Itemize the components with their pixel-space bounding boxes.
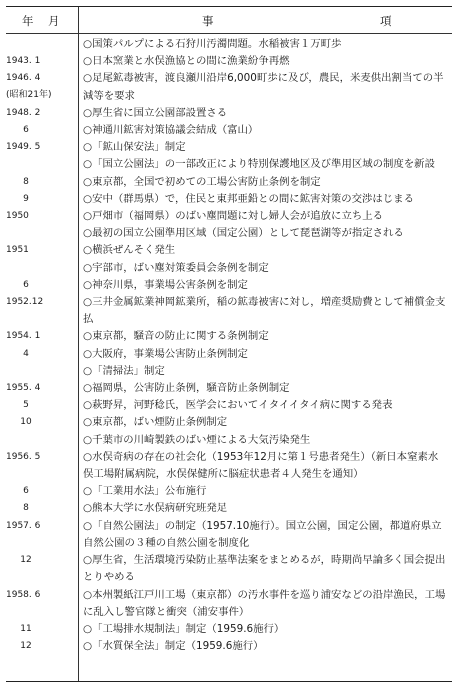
row-event: ○戸畑市（福岡県）のばい塵問題に対し婦人会が追放に立ち上る [83, 210, 384, 223]
header-year: 年 [22, 14, 34, 28]
table-row [6, 208, 452, 225]
table-row [6, 518, 452, 552]
table-row [6, 105, 452, 122]
row-event: ○最初の国立公園準用区域（国定公園）として琵琶湖等が指定される [83, 227, 404, 240]
table-row [6, 122, 452, 139]
row-event: ○「工場排水規制法」制定（1959.6施行） [83, 622, 285, 635]
row-date: 11 [6, 623, 32, 634]
table-body [6, 36, 452, 655]
row-date: 1948. 2 [6, 107, 41, 118]
row-event: ○水俣奇病の存在の社会化（1953年12月に第１号患者発生）（新日本窒素水俣工場附属病院，水俣保健所に脳症状患者４人発生を通知） [83, 450, 439, 481]
row-event: ○厚生省に国立公園部設置さる [83, 106, 228, 119]
table-row [6, 294, 452, 328]
row-date: 12 [6, 641, 32, 652]
table-row [6, 363, 452, 380]
table-row [6, 225, 452, 242]
table-row [6, 36, 452, 53]
table-row [6, 621, 452, 638]
table-row [6, 328, 452, 345]
row-event: ○「水質保全法」制定（1959.6施行） [83, 640, 264, 653]
row-event: ○萩野昇，河野稔氏，医学会においてイタイイタイ病に関する発表 [83, 399, 393, 412]
row-event: ○横浜ぜんそく発生 [83, 244, 176, 257]
row-date: 1946. 4 (昭和21年) [6, 73, 52, 101]
row-date: 4 [6, 348, 29, 359]
row-event: ○大阪府，事業場公害防止条例制定 [83, 347, 248, 360]
row-event: ○神通川鉱害対策協議会結成（富山） [83, 124, 259, 137]
header-event-right: 項 [380, 14, 392, 28]
row-event: ○「自然公園法」の制定（1957.10施行）。国立公園，国定公園，都道府県立自然公園の３種の自然公園を制度化 [83, 519, 442, 549]
table-row [6, 53, 452, 70]
table-row [6, 414, 452, 431]
row-event: ○熊本大学に水俣病研究班発足 [83, 502, 228, 515]
row-date: 1951 [6, 245, 29, 256]
row-date: 1958. 6 [6, 589, 41, 600]
header-month: 月 [48, 14, 60, 28]
header-event-left: 事 [202, 14, 214, 28]
table-row [6, 449, 452, 483]
row-date: 1955. 4 [6, 383, 41, 394]
table-row [6, 70, 452, 104]
row-date: 1943. 1 [6, 56, 41, 67]
row-event: ○国策パルプによる石狩川汚濁問題。水稲被害１万町歩 [83, 38, 342, 50]
row-event: ○足尾鉱毒被害，渡良瀬川沿岸6,000町歩に及び，農民，米麦供出割当ての半減等を要求 [83, 72, 444, 102]
table-row [6, 191, 452, 208]
row-event: ○東京都，全国で初めての工場公害防止条例を制定 [83, 175, 321, 188]
row-event: ○「清掃法」制定 [83, 364, 165, 377]
row-date: 1949. 5 [6, 142, 41, 153]
row-event: ○千葉市の川崎製鉄のばい煙による大気汚染発生 [83, 433, 311, 446]
row-date: 5 [6, 400, 29, 411]
table-row [6, 638, 452, 655]
row-event: ○本州製紙江戸川工場（東京都）の汚水事件を巡り浦安などの沿岸漁民，工場に乱入し警官隊と衝突（浦安事件） [83, 588, 446, 618]
row-event: ○日本窯業と水俣漁協との間に漁業紛争再燃 [83, 55, 290, 68]
row-date: 1956. 5 [6, 451, 41, 462]
row-date: 1952.12 [6, 297, 44, 308]
table-row [6, 260, 452, 277]
row-event: ○「国立公園法」の一部改正により特別保護地区及び準用区域の制度を新設 [83, 158, 435, 171]
row-event: ○「工業用水法」公布施行 [83, 485, 207, 498]
row-event: ○厚生省，生活環境汚染防止基準法案をまとめるが，時期尚早論多く国会提出とりやめる [83, 554, 446, 584]
table-row [6, 552, 452, 586]
row-event: ○「鉱山保安法」制定 [83, 141, 186, 154]
row-date: 8 [6, 176, 29, 187]
table-row [6, 139, 452, 156]
table-row [6, 174, 452, 191]
row-date: 9 [6, 193, 29, 204]
table-row [6, 587, 452, 621]
row-date: 6 [6, 125, 29, 136]
table-row [6, 397, 452, 414]
row-date: 6 [6, 279, 29, 290]
table-row [6, 346, 452, 363]
row-date: 1957. 6 [6, 520, 41, 531]
row-event: ○神奈川県，事業場公害条例を制定 [83, 278, 248, 291]
row-event: ○宇部市，ばい塵対策委員会条例を制定 [83, 261, 269, 274]
table-row [6, 380, 452, 397]
table-header [6, 7, 452, 34]
row-date: 1950 [6, 211, 29, 222]
row-event: ○三井金属鉱業神岡鉱業所，稲の鉱毒被害に対し，増産奨励費として補償金支払 [83, 296, 446, 326]
row-event: ○東京都，ばい煙防止条例制定 [83, 416, 228, 429]
table-row [6, 156, 452, 173]
row-event: ○東京都，騒音の防止に関する条例制定 [83, 330, 269, 343]
table-row [6, 500, 452, 517]
table-row [6, 432, 452, 449]
chronology-table [6, 6, 452, 682]
row-date: 8 [6, 503, 29, 514]
table-row [6, 277, 452, 294]
row-date: 12 [6, 555, 32, 566]
row-event: ○安中（群馬県）で，住民と東邦亜鉛との間に鉱害対策の交渉はじまる [83, 192, 414, 205]
row-date: 6 [6, 486, 29, 497]
row-event: ○福岡県，公害防止条例，騒音防止条例制定 [83, 382, 290, 395]
row-date: 1954. 1 [6, 331, 41, 342]
table-row [6, 242, 452, 259]
table-row [6, 483, 452, 500]
row-date: 10 [6, 417, 32, 428]
